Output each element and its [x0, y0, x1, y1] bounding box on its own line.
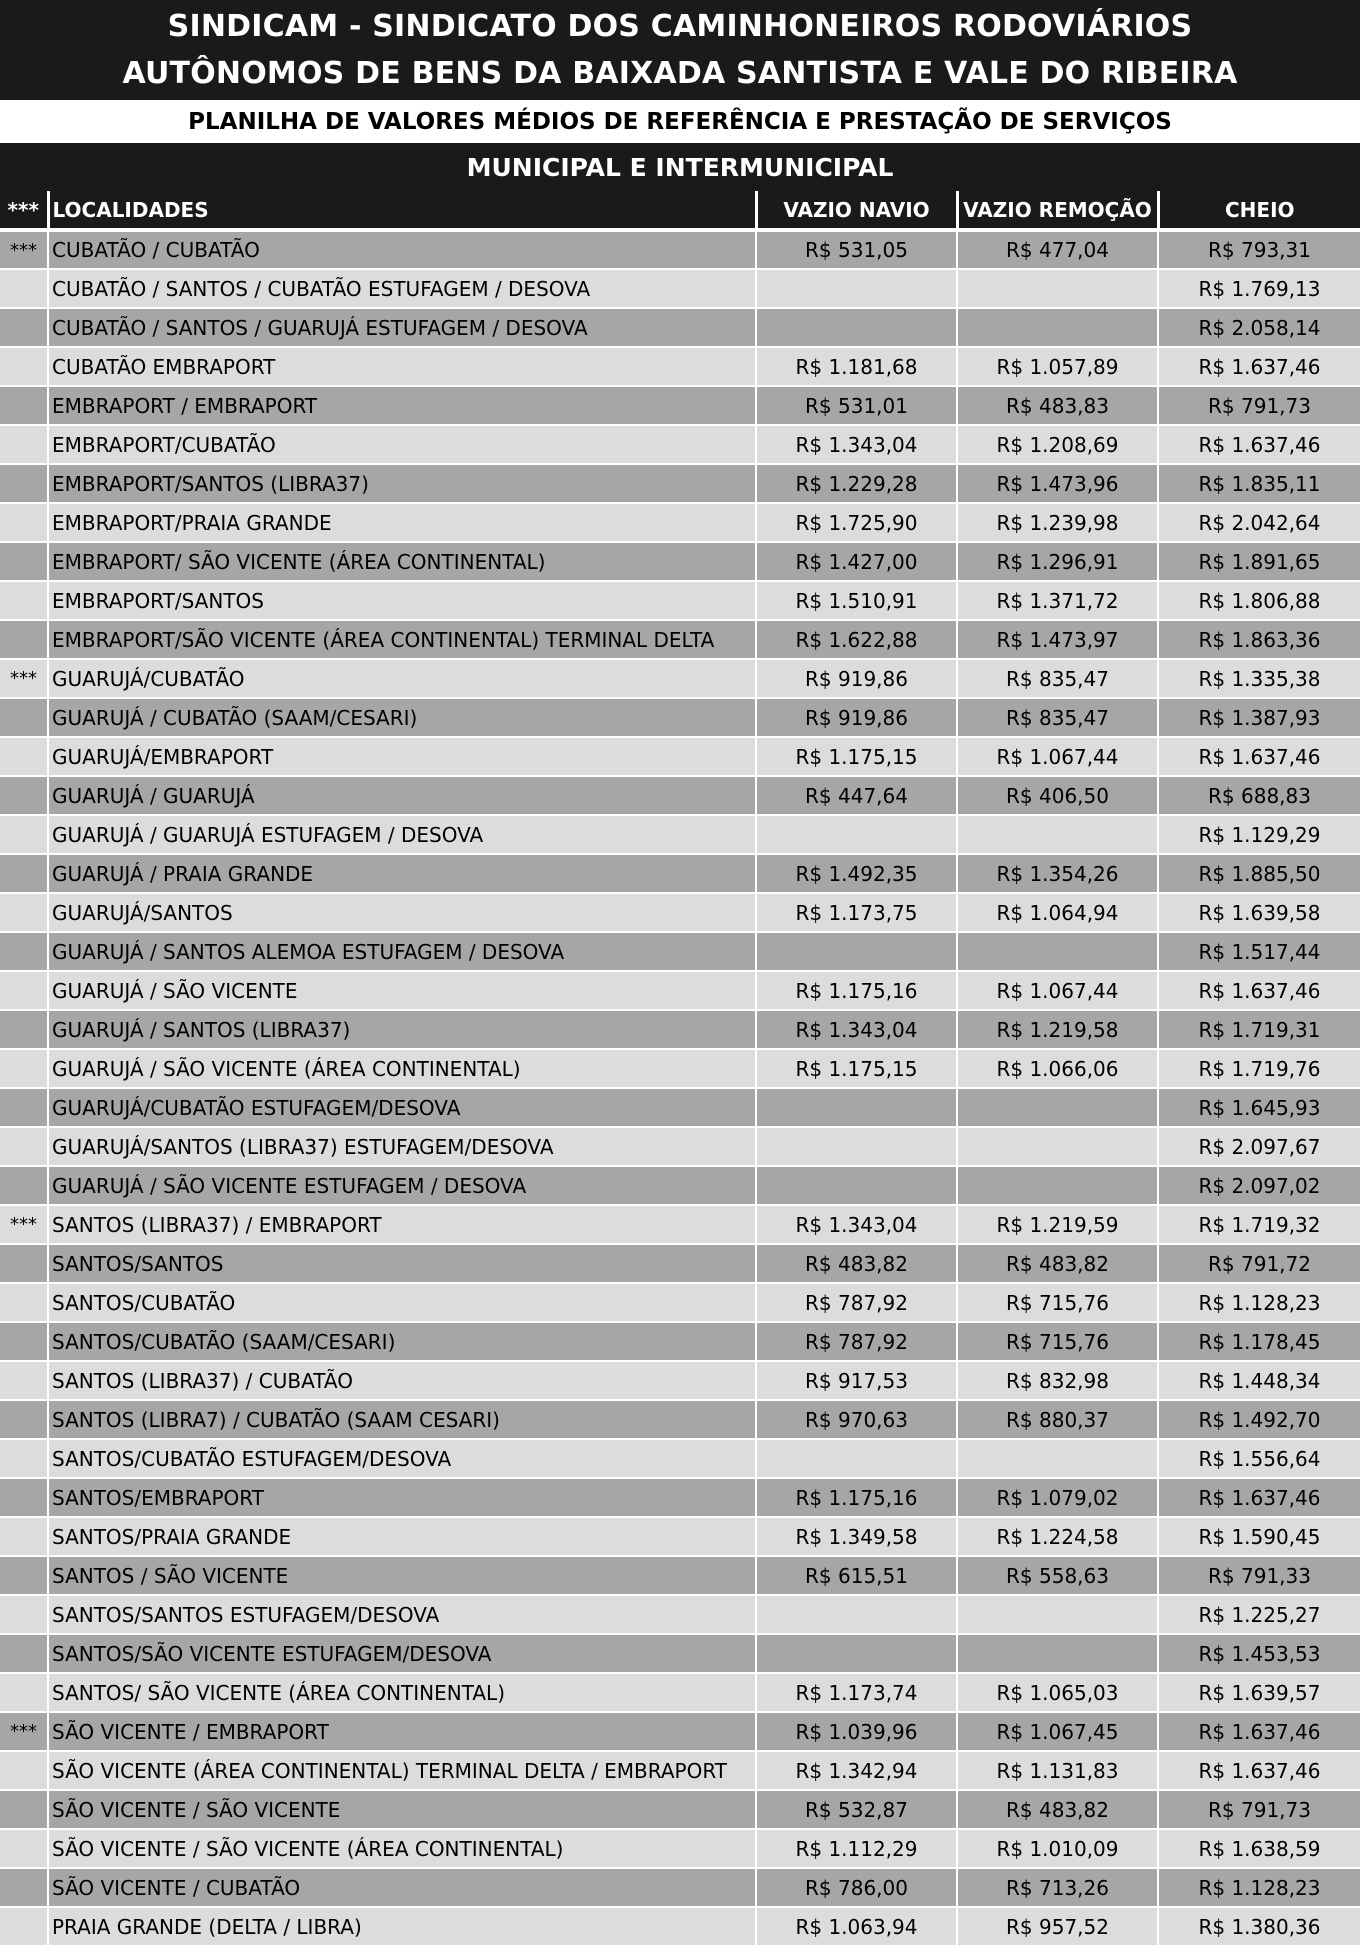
row-location: EMBRAPORT / EMBRAPORT	[48, 386, 756, 425]
row-cheio: R$ 1.335,38	[1158, 659, 1360, 698]
row-mark	[0, 1790, 48, 1829]
row-cheio: R$ 1.639,57	[1158, 1673, 1360, 1712]
row-mark	[0, 620, 48, 659]
row-vazio-remocao: R$ 1.067,44	[957, 971, 1158, 1010]
row-mark	[0, 698, 48, 737]
row-vazio-remocao: R$ 957,52	[957, 1907, 1158, 1946]
table-row	[0, 698, 1360, 737]
row-location: SANTOS/EMBRAPORT	[48, 1478, 756, 1517]
row-vazio-remocao: R$ 1.131,83	[957, 1751, 1158, 1790]
row-vazio-navio: R$ 1.175,16	[756, 971, 957, 1010]
row-cheio: R$ 1.637,46	[1158, 737, 1360, 776]
row-vazio-remocao: R$ 1.224,58	[957, 1517, 1158, 1556]
row-cheio: R$ 1.448,34	[1158, 1361, 1360, 1400]
table-row	[0, 1166, 1360, 1205]
row-location: EMBRAPORT/SANTOS	[48, 581, 756, 620]
row-cheio: R$ 1.517,44	[1158, 932, 1360, 971]
table-row	[0, 1907, 1360, 1946]
row-location: SANTOS/CUBATÃO (SAAM/CESARI)	[48, 1322, 756, 1361]
row-cheio: R$ 1.719,76	[1158, 1049, 1360, 1088]
row-vazio-remocao	[957, 1127, 1158, 1166]
row-vazio-navio: R$ 1.039,96	[756, 1712, 957, 1751]
title-block	[0, 0, 1360, 100]
row-vazio-remocao	[957, 1439, 1158, 1478]
row-mark	[0, 542, 48, 581]
row-vazio-navio	[756, 1088, 957, 1127]
row-vazio-navio: R$ 1.173,74	[756, 1673, 957, 1712]
row-vazio-navio	[756, 308, 957, 347]
row-vazio-navio: R$ 1.343,04	[756, 1205, 957, 1244]
row-vazio-navio: R$ 483,82	[756, 1244, 957, 1283]
row-mark: ***	[0, 659, 48, 698]
row-mark	[0, 1868, 48, 1907]
row-mark	[0, 269, 48, 308]
row-location: SANTOS (LIBRA7) / CUBATÃO (SAAM CESARI)	[48, 1400, 756, 1439]
row-cheio: R$ 1.637,46	[1158, 1751, 1360, 1790]
row-vazio-remocao: R$ 1.010,09	[957, 1829, 1158, 1868]
row-location: SANTOS/SÃO VICENTE ESTUFAGEM/DESOVA	[48, 1634, 756, 1673]
row-location: GUARUJÁ / SÃO VICENTE	[48, 971, 756, 1010]
row-vazio-navio: R$ 1.063,94	[756, 1907, 957, 1946]
row-location: CUBATÃO / SANTOS / GUARUJÁ ESTUFAGEM / DESOVA	[48, 308, 756, 347]
row-location: GUARUJÁ/CUBATÃO ESTUFAGEM/DESOVA	[48, 1088, 756, 1127]
subtitle: PLANILHA DE VALORES MÉDIOS DE REFERÊNCIA E PRESTAÇÃO DE SERVIÇOS	[0, 100, 1360, 143]
row-vazio-navio: R$ 1.725,90	[756, 503, 957, 542]
row-vazio-remocao	[957, 269, 1158, 308]
table-row	[0, 1361, 1360, 1400]
row-mark	[0, 503, 48, 542]
table-row	[0, 1205, 1360, 1244]
row-cheio: R$ 1.639,58	[1158, 893, 1360, 932]
table-row	[0, 776, 1360, 815]
row-mark	[0, 1322, 48, 1361]
row-location: SANTOS/PRAIA GRANDE	[48, 1517, 756, 1556]
row-location: SÃO VICENTE / EMBRAPORT	[48, 1712, 756, 1751]
row-mark: ***	[0, 1205, 48, 1244]
row-mark	[0, 1283, 48, 1322]
table-row	[0, 1790, 1360, 1829]
row-mark	[0, 1010, 48, 1049]
row-vazio-remocao: R$ 1.296,91	[957, 542, 1158, 581]
row-mark	[0, 932, 48, 971]
row-mark	[0, 1478, 48, 1517]
row-vazio-navio: R$ 1.229,28	[756, 464, 957, 503]
row-location: EMBRAPORT/CUBATÃO	[48, 425, 756, 464]
row-cheio: R$ 1.835,11	[1158, 464, 1360, 503]
row-cheio: R$ 1.453,53	[1158, 1634, 1360, 1673]
row-vazio-navio	[756, 1634, 957, 1673]
column-header-vazio-navio: VAZIO NAVIO	[756, 191, 957, 230]
table-row	[0, 464, 1360, 503]
row-vazio-remocao	[957, 1166, 1158, 1205]
row-vazio-remocao	[957, 932, 1158, 971]
table-row	[0, 269, 1360, 308]
row-cheio: R$ 1.769,13	[1158, 269, 1360, 308]
row-vazio-navio: R$ 1.510,91	[756, 581, 957, 620]
row-mark	[0, 1829, 48, 1868]
row-vazio-navio: R$ 1.349,58	[756, 1517, 957, 1556]
table-row	[0, 1712, 1360, 1751]
row-mark	[0, 464, 48, 503]
row-location: GUARUJÁ / GUARUJÁ ESTUFAGEM / DESOVA	[48, 815, 756, 854]
table-row	[0, 1478, 1360, 1517]
row-location: SANTOS (LIBRA37) / EMBRAPORT	[48, 1205, 756, 1244]
row-cheio: R$ 1.225,27	[1158, 1595, 1360, 1634]
row-cheio: R$ 1.128,23	[1158, 1868, 1360, 1907]
table-body	[0, 230, 1360, 1946]
row-vazio-navio: R$ 1.343,04	[756, 425, 957, 464]
row-cheio: R$ 2.097,02	[1158, 1166, 1360, 1205]
row-vazio-remocao: R$ 1.219,59	[957, 1205, 1158, 1244]
row-cheio: R$ 2.097,67	[1158, 1127, 1360, 1166]
row-vazio-navio: R$ 919,86	[756, 698, 957, 737]
table-row	[0, 620, 1360, 659]
row-vazio-navio	[756, 815, 957, 854]
row-vazio-navio: R$ 917,53	[756, 1361, 957, 1400]
row-cheio: R$ 1.387,93	[1158, 698, 1360, 737]
row-location: SÃO VICENTE (ÁREA CONTINENTAL) TERMINAL DELTA / EMBRAPORT	[48, 1751, 756, 1790]
table-row	[0, 1868, 1360, 1907]
column-header-cheio: CHEIO	[1158, 191, 1360, 230]
row-location: GUARUJÁ/CUBATÃO	[48, 659, 756, 698]
table-row	[0, 1322, 1360, 1361]
table-row	[0, 1127, 1360, 1166]
row-vazio-remocao: R$ 558,63	[957, 1556, 1158, 1595]
row-vazio-remocao: R$ 1.219,58	[957, 1010, 1158, 1049]
row-vazio-remocao: R$ 483,82	[957, 1790, 1158, 1829]
row-vazio-remocao: R$ 880,37	[957, 1400, 1158, 1439]
row-cheio: R$ 1.380,36	[1158, 1907, 1360, 1946]
row-mark: ***	[0, 230, 48, 269]
row-vazio-remocao: R$ 1.354,26	[957, 854, 1158, 893]
row-vazio-remocao: R$ 1.079,02	[957, 1478, 1158, 1517]
row-location: GUARUJÁ / SANTOS (LIBRA37)	[48, 1010, 756, 1049]
row-location: CUBATÃO EMBRAPORT	[48, 347, 756, 386]
row-location: EMBRAPORT/SÃO VICENTE (ÁREA CONTINENTAL) TERMINAL DELTA	[48, 620, 756, 659]
row-location: SANTOS / SÃO VICENTE	[48, 1556, 756, 1595]
row-mark	[0, 971, 48, 1010]
row-cheio: R$ 1.719,32	[1158, 1205, 1360, 1244]
section-heading: MUNICIPAL E INTERMUNICIPAL	[0, 143, 1360, 191]
title-line-1: SINDICAM - SINDICATO DOS CAMINHONEIROS RODOVIÁRIOS	[167, 9, 1193, 44]
table-row	[0, 230, 1360, 269]
row-location: GUARUJÁ/EMBRAPORT	[48, 737, 756, 776]
table-row	[0, 1049, 1360, 1088]
row-vazio-remocao: R$ 1.239,98	[957, 503, 1158, 542]
row-mark	[0, 1166, 48, 1205]
row-mark	[0, 386, 48, 425]
row-mark	[0, 1751, 48, 1790]
table-row	[0, 1088, 1360, 1127]
table-row	[0, 1595, 1360, 1634]
table-row	[0, 386, 1360, 425]
row-cheio: R$ 1.637,46	[1158, 1712, 1360, 1751]
row-vazio-navio: R$ 1.175,15	[756, 1049, 957, 1088]
row-vazio-remocao: R$ 477,04	[957, 230, 1158, 269]
row-vazio-navio: R$ 1.427,00	[756, 542, 957, 581]
row-cheio: R$ 1.492,70	[1158, 1400, 1360, 1439]
row-vazio-remocao	[957, 1634, 1158, 1673]
row-mark	[0, 1400, 48, 1439]
table-row	[0, 659, 1360, 698]
row-vazio-navio: R$ 970,63	[756, 1400, 957, 1439]
table-row	[0, 425, 1360, 464]
table-row	[0, 1010, 1360, 1049]
row-cheio: R$ 1.891,65	[1158, 542, 1360, 581]
row-cheio: R$ 1.590,45	[1158, 1517, 1360, 1556]
table-row	[0, 1673, 1360, 1712]
row-location: EMBRAPORT/PRAIA GRANDE	[48, 503, 756, 542]
row-vazio-remocao: R$ 1.066,06	[957, 1049, 1158, 1088]
row-cheio: R$ 1.178,45	[1158, 1322, 1360, 1361]
row-vazio-navio: R$ 1.622,88	[756, 620, 957, 659]
row-vazio-navio: R$ 787,92	[756, 1283, 957, 1322]
row-vazio-remocao: R$ 832,98	[957, 1361, 1158, 1400]
row-cheio: R$ 793,31	[1158, 230, 1360, 269]
row-vazio-navio: R$ 787,92	[756, 1322, 957, 1361]
row-vazio-navio: R$ 1.112,29	[756, 1829, 957, 1868]
row-location: SÃO VICENTE / SÃO VICENTE (ÁREA CONTINENTAL)	[48, 1829, 756, 1868]
row-location: CUBATÃO / CUBATÃO	[48, 230, 756, 269]
row-mark	[0, 1907, 48, 1946]
row-mark	[0, 815, 48, 854]
row-vazio-navio: R$ 531,05	[756, 230, 957, 269]
row-vazio-remocao: R$ 1.371,72	[957, 581, 1158, 620]
row-vazio-remocao: R$ 1.065,03	[957, 1673, 1158, 1712]
row-cheio: R$ 1.637,46	[1158, 971, 1360, 1010]
table-header-row	[0, 191, 1360, 230]
row-vazio-navio	[756, 932, 957, 971]
row-mark	[0, 347, 48, 386]
row-cheio: R$ 1.645,93	[1158, 1088, 1360, 1127]
column-header-mark: ***	[0, 191, 48, 230]
row-vazio-remocao	[957, 815, 1158, 854]
row-mark	[0, 893, 48, 932]
row-cheio: R$ 1.719,31	[1158, 1010, 1360, 1049]
table-row	[0, 1439, 1360, 1478]
row-mark	[0, 308, 48, 347]
row-cheio: R$ 791,33	[1158, 1556, 1360, 1595]
row-location: SANTOS/SANTOS ESTUFAGEM/DESOVA	[48, 1595, 756, 1634]
row-vazio-remocao	[957, 1088, 1158, 1127]
row-cheio: R$ 1.806,88	[1158, 581, 1360, 620]
row-location: GUARUJÁ/SANTOS (LIBRA37) ESTUFAGEM/DESOVA	[48, 1127, 756, 1166]
row-location: SÃO VICENTE / SÃO VICENTE	[48, 1790, 756, 1829]
table-row	[0, 1517, 1360, 1556]
row-mark	[0, 1556, 48, 1595]
row-mark	[0, 1634, 48, 1673]
row-vazio-navio: R$ 1.175,15	[756, 737, 957, 776]
row-vazio-navio: R$ 532,87	[756, 1790, 957, 1829]
row-mark	[0, 1439, 48, 1478]
table-row	[0, 854, 1360, 893]
row-location: CUBATÃO / SANTOS / CUBATÃO ESTUFAGEM / DESOVA	[48, 269, 756, 308]
row-vazio-navio: R$ 1.492,35	[756, 854, 957, 893]
row-location: EMBRAPORT/ SÃO VICENTE (ÁREA CONTINENTAL)	[48, 542, 756, 581]
row-cheio: R$ 1.638,59	[1158, 1829, 1360, 1868]
row-vazio-remocao: R$ 835,47	[957, 698, 1158, 737]
row-mark	[0, 425, 48, 464]
row-cheio: R$ 688,83	[1158, 776, 1360, 815]
row-vazio-navio: R$ 1.343,04	[756, 1010, 957, 1049]
row-vazio-remocao: R$ 483,82	[957, 1244, 1158, 1283]
table-row	[0, 581, 1360, 620]
row-cheio: R$ 791,72	[1158, 1244, 1360, 1283]
row-vazio-navio: R$ 919,86	[756, 659, 957, 698]
row-vazio-navio	[756, 269, 957, 308]
row-cheio: R$ 1.637,46	[1158, 1478, 1360, 1517]
row-mark	[0, 1127, 48, 1166]
row-vazio-navio	[756, 1127, 957, 1166]
table-row	[0, 815, 1360, 854]
table-row	[0, 932, 1360, 971]
row-location: SÃO VICENTE / CUBATÃO	[48, 1868, 756, 1907]
row-vazio-navio: R$ 1.175,16	[756, 1478, 957, 1517]
row-cheio: R$ 1.556,64	[1158, 1439, 1360, 1478]
row-vazio-remocao: R$ 1.473,97	[957, 620, 1158, 659]
row-vazio-remocao	[957, 308, 1158, 347]
row-cheio: R$ 2.042,64	[1158, 503, 1360, 542]
table-row	[0, 308, 1360, 347]
table-row	[0, 542, 1360, 581]
title-line-2: AUTÔNOMOS DE BENS DA BAIXADA SANTISTA E VALE DO RIBEIRA	[122, 56, 1238, 91]
table-row	[0, 347, 1360, 386]
row-vazio-remocao: R$ 713,26	[957, 1868, 1158, 1907]
row-vazio-navio: R$ 447,64	[756, 776, 957, 815]
row-vazio-navio: R$ 1.342,94	[756, 1751, 957, 1790]
row-location: SANTOS/ SÃO VICENTE (ÁREA CONTINENTAL)	[48, 1673, 756, 1712]
table-row	[0, 1634, 1360, 1673]
row-location: SANTOS/SANTOS	[48, 1244, 756, 1283]
table-row	[0, 503, 1360, 542]
table-row	[0, 971, 1360, 1010]
row-mark: ***	[0, 1712, 48, 1751]
row-vazio-remocao: R$ 835,47	[957, 659, 1158, 698]
row-cheio: R$ 1.885,50	[1158, 854, 1360, 893]
row-location: PRAIA GRANDE (DELTA / LIBRA)	[48, 1907, 756, 1946]
table-row	[0, 1400, 1360, 1439]
row-vazio-remocao: R$ 1.067,45	[957, 1712, 1158, 1751]
row-vazio-navio: R$ 786,00	[756, 1868, 957, 1907]
row-location: SANTOS/CUBATÃO ESTUFAGEM/DESOVA	[48, 1439, 756, 1478]
row-vazio-remocao	[957, 1595, 1158, 1634]
row-vazio-remocao: R$ 715,76	[957, 1322, 1158, 1361]
row-cheio: R$ 1.129,29	[1158, 815, 1360, 854]
row-cheio: R$ 791,73	[1158, 386, 1360, 425]
row-vazio-remocao: R$ 1.067,44	[957, 737, 1158, 776]
row-cheio: R$ 791,73	[1158, 1790, 1360, 1829]
row-mark	[0, 1088, 48, 1127]
row-vazio-navio	[756, 1595, 957, 1634]
row-cheio: R$ 1.637,46	[1158, 425, 1360, 464]
row-vazio-remocao: R$ 483,83	[957, 386, 1158, 425]
row-mark	[0, 776, 48, 815]
row-cheio: R$ 1.637,46	[1158, 347, 1360, 386]
row-vazio-navio	[756, 1166, 957, 1205]
row-mark	[0, 737, 48, 776]
row-mark	[0, 1673, 48, 1712]
row-vazio-navio: R$ 615,51	[756, 1556, 957, 1595]
row-vazio-remocao: R$ 1.208,69	[957, 425, 1158, 464]
row-location: GUARUJÁ / SANTOS ALEMOA ESTUFAGEM / DESOVA	[48, 932, 756, 971]
row-location: GUARUJÁ / GUARUJÁ	[48, 776, 756, 815]
row-vazio-remocao: R$ 1.057,89	[957, 347, 1158, 386]
row-vazio-navio: R$ 1.173,75	[756, 893, 957, 932]
row-location: GUARUJÁ / SÃO VICENTE (ÁREA CONTINENTAL)	[48, 1049, 756, 1088]
column-header-location: LOCALIDADES	[48, 191, 756, 230]
table-row	[0, 1829, 1360, 1868]
row-vazio-navio	[756, 1439, 957, 1478]
row-location: EMBRAPORT/SANTOS (LIBRA37)	[48, 464, 756, 503]
row-location: GUARUJÁ / SÃO VICENTE ESTUFAGEM / DESOVA	[48, 1166, 756, 1205]
table-row	[0, 1283, 1360, 1322]
row-cheio: R$ 2.058,14	[1158, 308, 1360, 347]
table-row	[0, 1556, 1360, 1595]
row-location: SANTOS/CUBATÃO	[48, 1283, 756, 1322]
table-row	[0, 893, 1360, 932]
row-mark	[0, 1595, 48, 1634]
row-vazio-remocao: R$ 406,50	[957, 776, 1158, 815]
row-cheio: R$ 1.863,36	[1158, 620, 1360, 659]
row-location: SANTOS (LIBRA37) / CUBATÃO	[48, 1361, 756, 1400]
row-cheio: R$ 1.128,23	[1158, 1283, 1360, 1322]
table-row	[0, 737, 1360, 776]
row-mark	[0, 581, 48, 620]
row-mark	[0, 1517, 48, 1556]
row-mark	[0, 1244, 48, 1283]
row-vazio-remocao: R$ 1.064,94	[957, 893, 1158, 932]
row-vazio-remocao: R$ 1.473,96	[957, 464, 1158, 503]
column-header-vazio-remocao: VAZIO REMOÇÃO	[957, 191, 1158, 230]
row-location: GUARUJÁ/SANTOS	[48, 893, 756, 932]
row-vazio-remocao: R$ 715,76	[957, 1283, 1158, 1322]
row-mark	[0, 1361, 48, 1400]
row-mark	[0, 854, 48, 893]
row-mark	[0, 1049, 48, 1088]
table-row	[0, 1244, 1360, 1283]
rates-table	[0, 191, 1360, 1947]
row-vazio-navio: R$ 1.181,68	[756, 347, 957, 386]
table-row	[0, 1751, 1360, 1790]
row-location: GUARUJÁ / CUBATÃO (SAAM/CESARI)	[48, 698, 756, 737]
row-location: GUARUJÁ / PRAIA GRANDE	[48, 854, 756, 893]
row-vazio-navio: R$ 531,01	[756, 386, 957, 425]
